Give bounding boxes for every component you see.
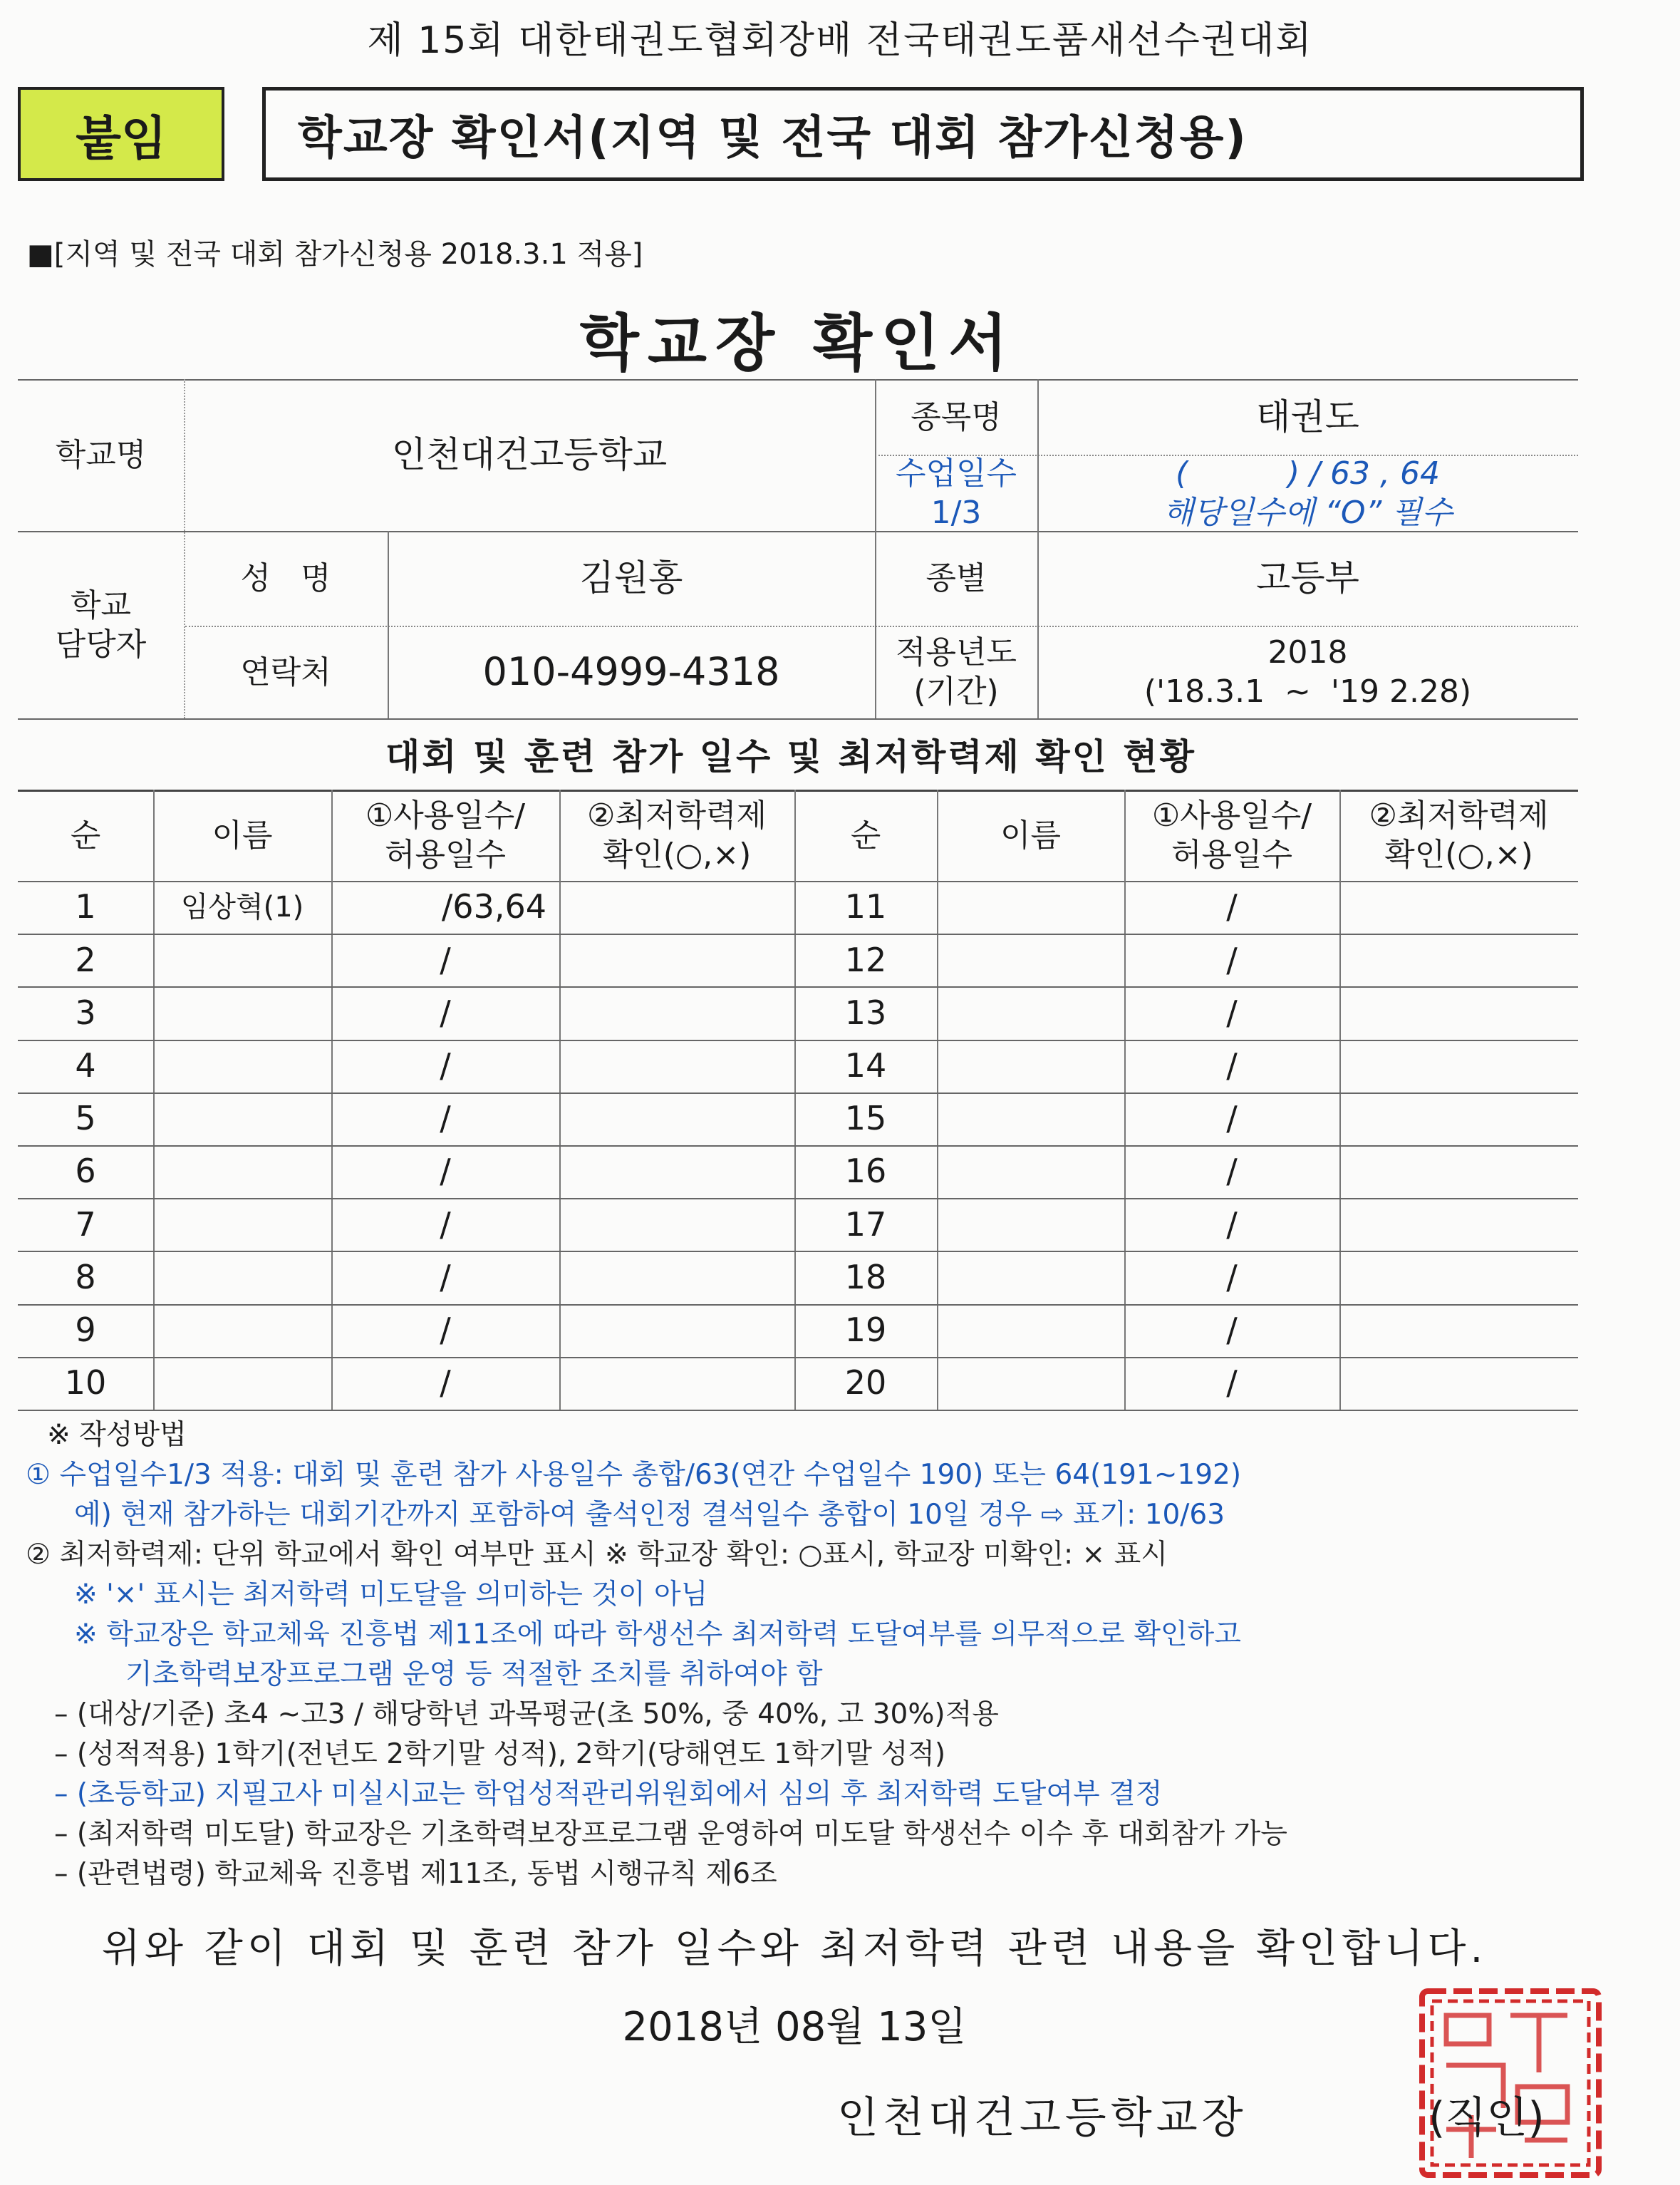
- contact-label: 연락처: [240, 654, 331, 691]
- row-check-cell: [1339, 986, 1578, 1039]
- row-name-cell: [153, 934, 331, 986]
- row-check-cell: [559, 1145, 794, 1198]
- row-no-cell: 8: [75, 1257, 96, 1296]
- row-check-cell: [559, 1251, 794, 1303]
- row-days-cell: /: [440, 1045, 451, 1085]
- instruction-line: 기초학력보장프로그램 운영 등 적절한 조치를 취하여야 함: [125, 1658, 823, 1690]
- row-days-cell: /: [1226, 993, 1238, 1032]
- manager-label: 학교 담당자: [55, 587, 147, 663]
- row-name-cell: [937, 881, 1124, 934]
- row-no-cell: 16: [844, 1152, 887, 1191]
- row-no-cell: 19: [844, 1310, 887, 1349]
- row-no-cell: 18: [844, 1257, 887, 1296]
- row-days-cell: /: [1226, 1363, 1238, 1403]
- instruction-line: ※ '×' 표시는 최저학력 미도달을 의미하는 것이 아님: [74, 1579, 708, 1611]
- header-check-left: ②최저학력제 확인(○,×): [587, 797, 767, 873]
- row-name-cell: [153, 1145, 331, 1198]
- row-name-cell: [937, 1145, 1124, 1198]
- row-days-cell: /: [440, 1310, 451, 1349]
- row-name-cell: [937, 1092, 1124, 1145]
- row-check-cell: [1339, 881, 1578, 934]
- row-no-cell: 14: [844, 1045, 887, 1085]
- row-name-cell: [153, 1092, 331, 1145]
- row-days-cell: /: [1226, 887, 1238, 926]
- row-check-cell: [559, 881, 794, 934]
- row-days-cell: /63,64: [441, 887, 546, 926]
- instruction-line: ① 수업일수1/3 적용: 대회 및 훈련 참가 사용일수 총합/63(연간 수업일수 190) 또는 64(191~192): [26, 1459, 1242, 1491]
- instructions-heading: ※ 작성방법: [47, 1419, 187, 1451]
- row-check-cell: [1339, 1145, 1578, 1198]
- row-name-cell: 임상혁(1): [180, 891, 304, 924]
- row-days-cell: /: [1226, 1257, 1238, 1296]
- row-name-cell: [937, 986, 1124, 1039]
- header-name-left: 이름: [212, 817, 273, 854]
- division-label: 종별: [925, 560, 987, 596]
- row-check-cell: [1339, 1198, 1578, 1251]
- confirmation-date: 2018년 08월 13일: [622, 2004, 967, 2050]
- row-check-cell: [559, 1304, 794, 1357]
- participation-section-title: 대회 및 훈련 참가 일수 및 최저학력제 확인 현황: [385, 736, 1196, 778]
- principal-title: 인천대건고등학교장: [837, 2093, 1248, 2143]
- row-check-cell: [1339, 1357, 1578, 1410]
- row-no-cell: 2: [75, 940, 96, 979]
- instruction-line: – (대상/기준) 초4 ~고3 / 해당학년 과목평균(초 50%, 중 40%, 고 30%)적용: [54, 1698, 999, 1730]
- row-no-cell: 15: [844, 1099, 887, 1138]
- form-title: 학교장 확인서(지역 및 전국 대회 참가신청용): [262, 87, 1584, 181]
- row-name-cell: [937, 1304, 1124, 1357]
- row-days-cell: /: [1226, 1045, 1238, 1085]
- row-days-cell: /: [1226, 1310, 1238, 1349]
- row-no-cell: 13: [844, 993, 887, 1032]
- row-name-cell: [937, 1040, 1124, 1092]
- instruction-line: – (최저학력 미도달) 학교장은 기초학력보장프로그램 운영하여 미도달 학생선수 이수 후 대회참가 가능: [54, 1818, 1287, 1850]
- row-name-cell: [937, 934, 1124, 986]
- row-days-cell: /: [440, 1257, 451, 1296]
- event-label: 종목명: [911, 398, 1002, 435]
- header-name-right: 이름: [1000, 817, 1061, 854]
- row-days-cell: /: [440, 993, 451, 1032]
- row-name-cell: [153, 1198, 331, 1251]
- row-check-cell: [559, 986, 794, 1039]
- document-title: 학교장 확인서: [579, 308, 1017, 379]
- row-days-cell: /: [440, 1363, 451, 1403]
- instruction-line: 예) 현재 참가하는 대회기간까지 포함하여 출석인정 결석일수 총합이 10일 경우 ⇨ 표기: 10/63: [74, 1499, 1225, 1531]
- event-value: 태권도: [1256, 396, 1359, 438]
- row-name-cell: [937, 1198, 1124, 1251]
- header-days-right: ①사용일수/ 허용일수: [1151, 797, 1312, 873]
- official-seal-stamp: [1418, 1987, 1603, 2179]
- division-value: 고등부: [1256, 557, 1359, 599]
- row-no-cell: 3: [75, 993, 96, 1032]
- instruction-line: ② 최저학력제: 단위 학교에서 확인 여부만 표시 ※ 학교장 확인: ○표시, 학교장 미확인: × 표시: [26, 1539, 1168, 1571]
- row-check-cell: [559, 1040, 794, 1092]
- row-name-cell: [153, 1251, 331, 1303]
- instruction-line: – (초등학교) 지필고사 미실시교는 학업성적관리위원회에서 심의 후 최저학력 도달여부 결정: [54, 1778, 1163, 1810]
- row-no-cell: 4: [75, 1045, 96, 1085]
- row-check-cell: [1339, 1251, 1578, 1303]
- row-check-cell: [1339, 1092, 1578, 1145]
- row-no-cell: 10: [64, 1363, 107, 1403]
- row-days-cell: /: [440, 940, 451, 979]
- header-check-right: ②최저학력제 확인(○,×): [1369, 797, 1549, 873]
- row-no-cell: 11: [844, 887, 887, 926]
- row-check-cell: [1339, 1304, 1578, 1357]
- instruction-line: ※ 학교장은 학교체육 진흥법 제11조에 따라 학생선수 최저학력 도달여부를 의무적으로 확인하고: [74, 1618, 1241, 1651]
- row-check-cell: [1339, 1040, 1578, 1092]
- row-check-cell: [559, 1357, 794, 1410]
- row-days-cell: /: [1226, 1099, 1238, 1138]
- header-no-right: 순: [850, 817, 881, 854]
- instruction-line: – (관련법령) 학교체육 진흥법 제11조, 동법 시행규칙 제6조: [54, 1858, 777, 1890]
- contact-value: 010-4999-4318: [482, 649, 780, 695]
- row-name-cell: [153, 1304, 331, 1357]
- row-days-cell: /: [1226, 1204, 1238, 1244]
- header-no-left: 순: [70, 817, 101, 854]
- row-days-cell: /: [1226, 1152, 1238, 1191]
- writing-instructions: [26, 1415, 1664, 1894]
- row-no-cell: 1: [75, 887, 96, 926]
- row-no-cell: 9: [75, 1310, 96, 1349]
- row-check-cell: [559, 934, 794, 986]
- school-days-value: ( ) / 63 , 64 해당일수에 “O” 필수: [1163, 455, 1453, 531]
- confirmation-statement: 위와 같이 대회 및 훈련 참가 일수와 최저학력 관련 내용을 확인합니다.: [101, 1926, 1488, 1972]
- row-no-cell: 12: [844, 940, 887, 979]
- row-no-cell: 17: [844, 1204, 887, 1244]
- row-days-cell: /: [440, 1099, 451, 1138]
- header-days-left: ①사용일수/ 허용일수: [365, 797, 526, 873]
- row-no-cell: 7: [75, 1204, 96, 1244]
- row-check-cell: [559, 1198, 794, 1251]
- row-name-cell: [937, 1357, 1124, 1410]
- form-note: ■[지역 및 전국 대회 참가신청용 2018.3.1 적용]: [27, 238, 643, 271]
- row-name-cell: [153, 1040, 331, 1092]
- instruction-line: – (성적적용) 1학기(전년도 2학기말 성적), 2학기(당해연도 1학기말 성적): [54, 1738, 946, 1770]
- seal-label: (직인): [1428, 2093, 1545, 2143]
- apply-year-value: 2018 ('18.3.1 ~ '19 2.28): [1144, 634, 1472, 710]
- row-days-cell: /: [440, 1152, 451, 1191]
- row-check-cell: [559, 1092, 794, 1145]
- row-name-cell: [153, 1357, 331, 1410]
- row-days-cell: /: [1226, 940, 1238, 979]
- row-no-cell: 5: [75, 1099, 96, 1138]
- row-name-cell: [153, 986, 331, 1039]
- row-no-cell: 20: [844, 1363, 887, 1403]
- row-days-cell: /: [440, 1204, 451, 1244]
- manager-name-value: 김원홍: [579, 557, 683, 599]
- school-name-value: 인천대건고등학교: [391, 434, 668, 476]
- row-name-cell: [937, 1251, 1124, 1303]
- school-name-label: 학교명: [55, 437, 147, 473]
- manager-name-label: 성 명: [240, 560, 331, 596]
- row-check-cell: [1339, 934, 1578, 986]
- apply-year-label: 적용년도 (기간): [895, 634, 1017, 710]
- event-title: 제 15회 대한태권도협회장배 전국태권도품새선수권대회: [367, 19, 1313, 62]
- row-no-cell: 6: [75, 1152, 96, 1191]
- school-days-label: 수업일수 1/3: [895, 455, 1017, 531]
- attachment-tag: 붙임: [18, 87, 224, 181]
